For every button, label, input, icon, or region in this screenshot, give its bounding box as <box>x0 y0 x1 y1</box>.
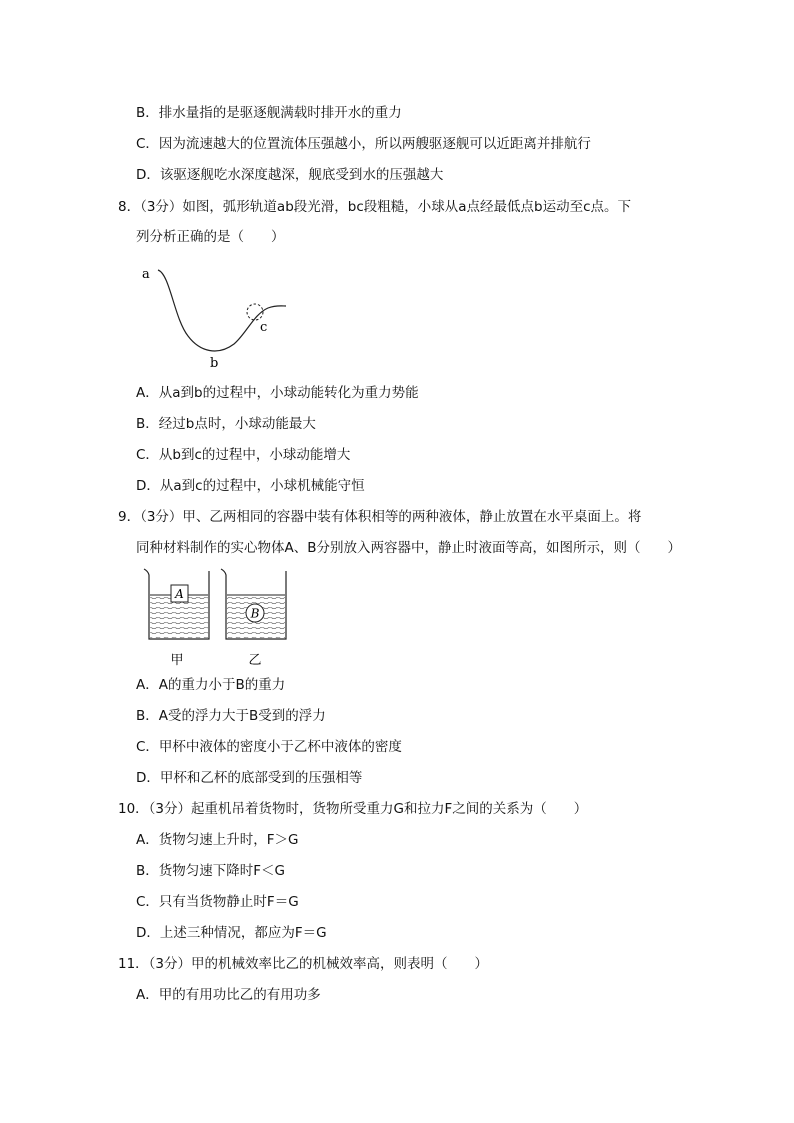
q10-option-b: B．货物匀速下降时F＜G <box>136 863 285 879</box>
q8-track-figure <box>136 258 296 370</box>
label-b: b <box>210 356 219 370</box>
q8-stem-line1: 8．（3分）如图，弧形轨道ab段光滑，bc段粗糙，小球从a点经最低点b运动至c点。下 <box>118 199 632 215</box>
q8-option-a: A．从a到b的过程中，小球动能转化为重力势能 <box>136 385 419 401</box>
label-c: c <box>260 320 268 335</box>
label-a: a <box>142 267 150 282</box>
q7-option-d: D．该驱逐舰吃水深度越深，舰底受到水的压强越大 <box>136 167 444 183</box>
q8-option-b: B．经过b点时，小球动能最大 <box>136 416 316 432</box>
q11-stem: 11．（3分）甲的机械效率比乙的机械效率高，则表明（ ） <box>118 956 489 972</box>
q7-option-b: B．排水量指的是驱逐舰满载时排开水的重力 <box>136 105 402 121</box>
label-yi: 乙 <box>248 653 262 668</box>
beaker-yi <box>221 569 286 639</box>
q9-option-d: D．甲杯和乙杯的底部受到的压强相等 <box>136 770 363 786</box>
label-jia: 甲 <box>170 653 184 668</box>
beaker-jia <box>144 569 209 639</box>
q10-option-d: D．上述三种情况，都应为F＝G <box>136 925 327 941</box>
object-b-label: B <box>250 606 260 621</box>
q8-stem-line2: 列分析正确的是（ ） <box>136 229 285 245</box>
q10-option-a: A．货物匀速上升时，F＞G <box>136 832 299 848</box>
q8-option-d: D．从a到c的过程中，小球机械能守恒 <box>136 478 365 494</box>
q10-option-c: C．只有当货物静止时F＝G <box>136 894 299 910</box>
arc-track <box>158 270 286 351</box>
q9-option-a: A．A的重力小于B的重力 <box>136 677 286 693</box>
q9-stem-line2: 同种材料制作的实心物体A、B分别放入两容器中，静止时液面等高，如图所示，则（ ） <box>136 540 681 556</box>
object-a-label: A <box>175 587 184 601</box>
q7-option-c: C．因为流速越大的位置流体压强越小，所以两艘驱逐舰可以近距离并排航行 <box>136 136 591 152</box>
q9-option-c: C．甲杯中液体的密度小于乙杯中液体的密度 <box>136 739 402 755</box>
q10-stem: 10．（3分）起重机吊着货物时，货物所受重力G和拉力F之间的关系为（ ） <box>118 801 588 817</box>
q9-beakers-figure <box>140 565 300 670</box>
q8-option-c: C．从b到c的过程中，小球动能增大 <box>136 447 351 463</box>
q11-option-a: A．甲的有用功比乙的有用功多 <box>136 987 321 1003</box>
q9-option-b: B．A受的浮力大于B受到的浮力 <box>136 708 326 724</box>
q9-stem-line1: 9．（3分）甲、乙两相同的容器中装有体积相等的两种液体，静止放置在水平桌面上。将 <box>118 509 642 525</box>
